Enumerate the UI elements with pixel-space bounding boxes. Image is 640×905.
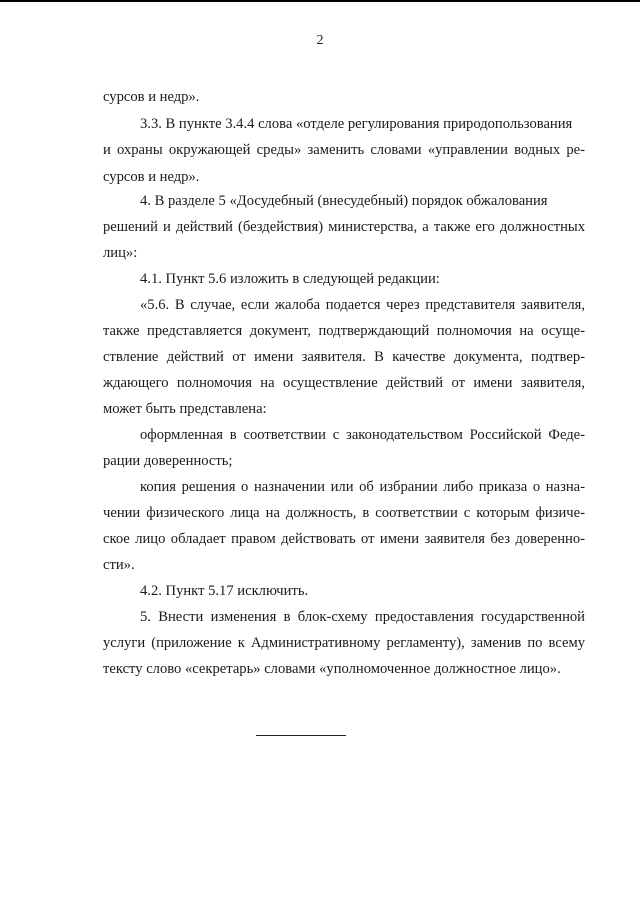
text-line: сти». [103,557,135,573]
text-line: ствление действий от имени заявителя. В качестве документа, подтвер- [103,349,585,365]
page-number: 2 [316,33,324,48]
text-line: ждающего полномочия на осуществление действий от имени заявителя, [103,375,585,391]
text-line: 3.3. В пункте 3.4.4 слова «отделе регулирования природопользования [140,116,573,132]
text-line: «5.6. В случае, если жалоба подается через представителя заявителя, [140,297,585,313]
text-line: 4.2. Пункт 5.17 исключить. [140,583,309,599]
text-line: решений и действий (бездействия) министерства, а также его должностных [103,219,585,235]
text-line: ское лицо обладает правом действовать от имени заявителя без доверенно- [103,531,585,547]
text-line: 5. Внести изменения в блок-схему предоставления государственной [140,609,585,625]
text-line: может быть представлена: [103,401,267,417]
top-border-line [0,0,640,2]
text-line: оформленная в соответствии с законодательством Российской Феде- [140,427,585,443]
text-line: рации доверенность; [103,453,233,469]
text-line: 4.1. Пункт 5.6 изложить в следующей редакции: [140,271,440,287]
text-line: и охраны окружающей среды» заменить словами «управлении водных ре- [103,142,585,158]
text-line: сурсов и недр». [103,89,200,105]
text-line: 4. В разделе 5 «Досудебный (внесудебный) порядок обжалования [140,193,548,209]
text-line: чении физического лица на должность, в соответствии с которым физиче- [103,505,585,521]
text-line: сурсов и недр». [103,169,200,185]
text-line: копия решения о назначении или об избрании либо приказа о назна- [140,479,585,495]
text-line: услуги (приложение к Административному регламенту), заменив по всему [103,635,585,651]
text-line: также представляется документ, подтверждающий полномочия на осуще- [103,323,585,339]
closing-rule [256,735,346,736]
text-line: тексту слово «секретарь» словами «уполномоченное должностное лицо». [103,661,561,677]
text-line: лиц»: [103,245,138,261]
